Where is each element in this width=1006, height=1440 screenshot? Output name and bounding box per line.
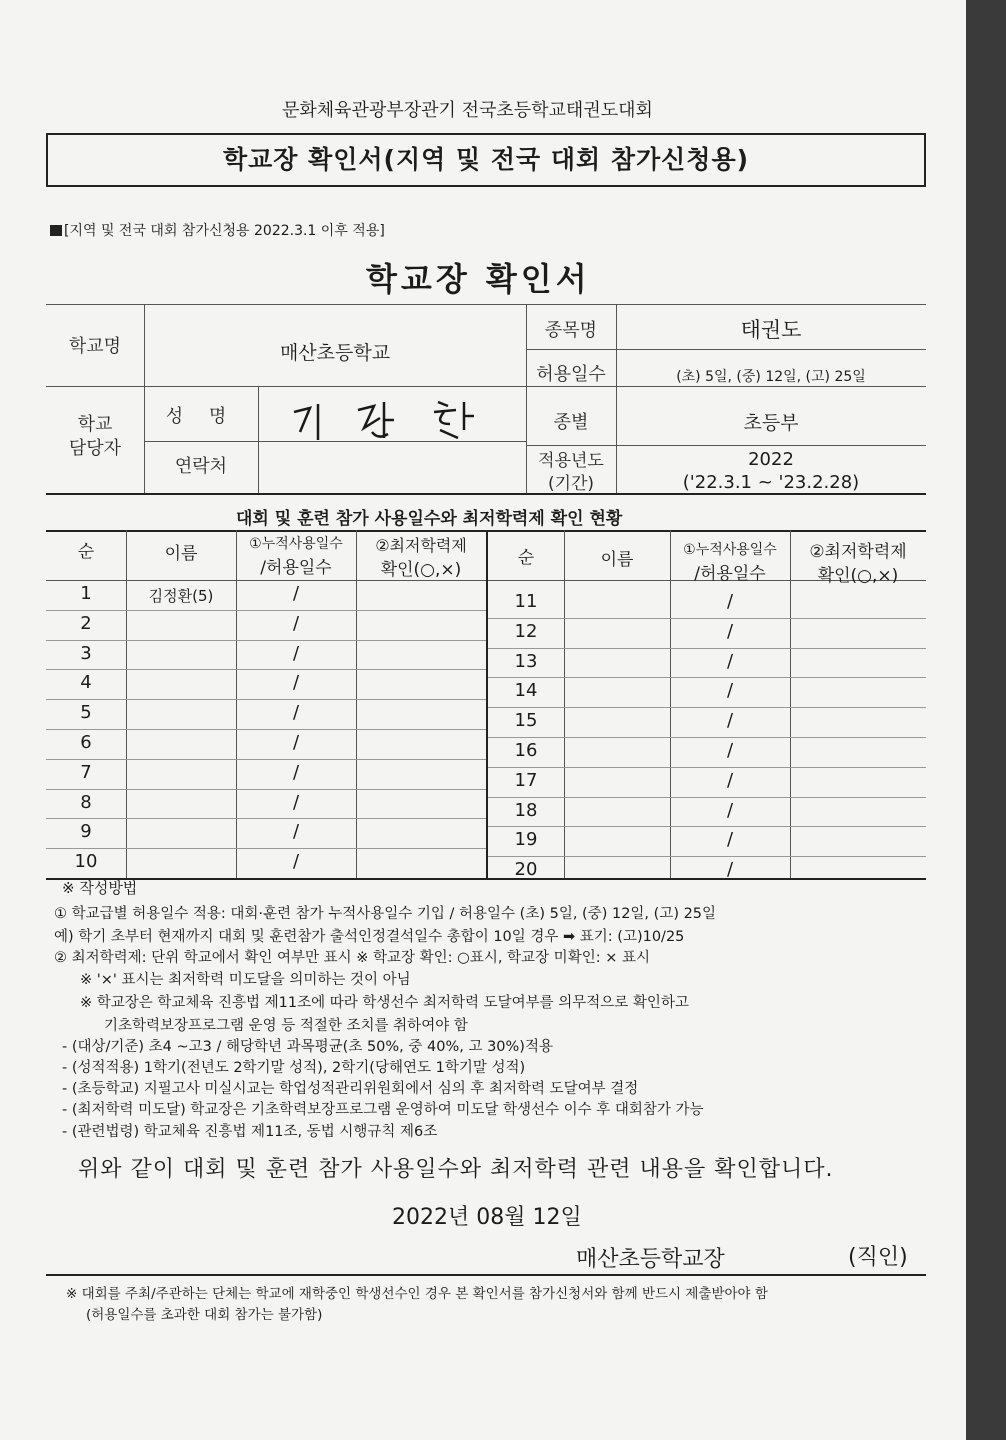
year-value: 2022	[748, 449, 794, 470]
officer-label-2: 담당자	[68, 438, 122, 459]
allowed-days-label: 허용일수	[536, 364, 606, 385]
handwritten-signature	[288, 398, 478, 442]
row-no: 16	[514, 740, 538, 761]
row-days: /	[726, 769, 734, 791]
row-days: /	[726, 710, 734, 732]
row-no: 15	[514, 710, 538, 732]
division-value: 초등부	[743, 412, 799, 434]
name-label: 성 명	[165, 406, 237, 427]
year-label-1: 적용년도	[538, 451, 604, 471]
method-line: - (대상/기준) 초4 ~고3 / 해당학년 과목평균(초 50%, 중 40%, 고 30%)적용	[62, 1039, 553, 1055]
document-title: 학교장 확인서	[366, 260, 591, 298]
row-days: /	[726, 680, 734, 702]
method-line: ① 학교급별 허용일수 적용: 대회·훈련 참가 누적사용일수 기입 / 허용일수 (초) 5일, (중) 12일, (고) 25일	[54, 906, 717, 922]
col-grade-header-right-2: 확인(○,×)	[817, 566, 899, 586]
applicability-note	[50, 220, 385, 240]
row-no: 11	[514, 591, 538, 612]
col-days-header-right-1: ①누적사용일수	[683, 542, 777, 558]
row-days: /	[726, 740, 734, 761]
row-days: /	[726, 620, 734, 642]
event-label: 종목명	[544, 320, 598, 341]
allowed-days-value: (초) 5일, (중) 12일, (고) 25일	[676, 369, 866, 385]
row-no: 1	[80, 583, 92, 604]
row-days: /	[292, 612, 300, 634]
row-no: 7	[80, 761, 92, 783]
col-grade-header-2: 확인(○,×)	[380, 560, 462, 580]
row-days: /	[292, 583, 300, 604]
method-line: 기초학력보장프로그램 운영 등 적절한 조치를 취하여야 함	[104, 1018, 468, 1034]
principal-title: 매산초등학교장	[576, 1247, 725, 1272]
row-no: 10	[74, 851, 98, 873]
row-no: 12	[514, 620, 538, 642]
col-name-header: 이름	[164, 544, 198, 564]
row-no: 8	[80, 791, 92, 813]
row-days: /	[726, 799, 734, 821]
row-days: /	[292, 672, 300, 694]
row-no: 17	[514, 769, 538, 791]
square-bullet-icon	[50, 225, 62, 236]
year-label-2: (기간)	[547, 474, 595, 494]
row-days: /	[292, 761, 300, 783]
row-days: /	[726, 591, 734, 612]
division-label: 종별	[553, 412, 589, 433]
year-period: ('22.3.1 ~ '23.2.28)	[682, 472, 860, 493]
row-name: 김정환(5)	[148, 587, 214, 605]
method-line: ※ 학교장은 학교체육 진흥법 제11조에 따라 학생선수 최저학력 도달여부를 의무적으로 확인하고	[80, 995, 689, 1011]
row-no: 14	[514, 680, 538, 702]
method-line: - (초등학교) 지필고사 미실시교는 학업성적관리위원회에서 심의 후 최저학력 도달여부 결정	[62, 1081, 639, 1097]
method-line: ※ '×' 표시는 최저학력 미도달을 의미하는 것이 아님	[80, 972, 411, 988]
row-no: 13	[514, 650, 538, 672]
col-days-header-1: ①누적사용일수	[249, 536, 343, 552]
school-label: 학교명	[68, 336, 122, 357]
col-grade-header-right-1: ②최저학력제	[809, 542, 907, 562]
row-no: 3	[80, 642, 92, 664]
contact-label: 연락처	[174, 456, 228, 477]
method-line: ② 최저학력제: 단위 학교에서 확인 여부만 표시 ※ 학교장 확인: ○표시, 학교장 미확인: × 표시	[54, 950, 650, 966]
row-days: /	[292, 821, 300, 843]
row-days: /	[726, 859, 734, 881]
confirmation-statement: 위와 같이 대회 및 훈련 참가 사용일수와 최저학력 관련 내용을 확인합니다.	[78, 1157, 834, 1182]
row-no: 20	[514, 859, 538, 881]
row-days: /	[292, 732, 300, 753]
officer-label-1: 학교	[77, 414, 113, 435]
row-days: /	[292, 791, 300, 813]
col-no-header-right: 순	[517, 548, 535, 568]
row-no: 9	[80, 821, 92, 843]
competition-name: 문화체육관광부장관기 전국초등학교태권도대회	[282, 100, 653, 121]
row-no: 6	[80, 732, 92, 753]
col-grade-header-1: ②최저학력제	[375, 536, 467, 555]
footer-note-2: (허용일수를 초과한 대회 참가는 불가함)	[86, 1307, 323, 1323]
form-title-box: 학교장 확인서(지역 및 전국 대회 참가신청용)	[46, 133, 926, 187]
row-no: 5	[80, 702, 92, 724]
method-heading: ※ 작성방법	[62, 879, 138, 897]
col-days-header-2: /허용일수	[260, 558, 332, 578]
method-line: - (관련법령) 학교체육 진흥법 제11조, 동법 시행규칙 제6조	[62, 1124, 438, 1140]
row-days: /	[726, 650, 734, 672]
event-value: 태권도	[740, 318, 802, 342]
col-days-header-right-2: /허용일수	[694, 564, 766, 584]
row-no: 19	[514, 829, 538, 851]
official-seal: (직인)	[848, 1245, 908, 1270]
issue-date: 2022년 08월 12일	[392, 1205, 582, 1230]
school-value: 매산초등학교	[279, 342, 391, 364]
method-line: 예) 학기 초부터 현재까지 대회 및 훈련참가 출석인정결석일수 총합이 10일 경우 ➡ 표기: (고)10/25	[54, 929, 685, 945]
row-days: /	[726, 829, 734, 851]
col-name-header-right: 이름	[600, 550, 634, 570]
row-no: 4	[80, 672, 92, 694]
row-days: /	[292, 702, 300, 724]
footer-note-1: ※ 대회를 주최/주관하는 단체는 학교에 재학중인 학생선수인 경우 본 확인서를 참가신청서와 함께 반드시 제출받아야 함	[66, 1286, 768, 1302]
row-days: /	[292, 642, 300, 664]
row-no: 18	[514, 799, 538, 821]
method-line: - (최저학력 미도달) 학교장은 기초학력보장프로그램 운영하여 미도달 학생선수 이수 후 대회참가 가능	[62, 1102, 704, 1118]
col-no-header: 순	[77, 542, 95, 562]
status-table-title: 대회 및 훈련 참가 사용일수와 최저학력제 확인 현황	[236, 509, 623, 529]
row-no: 2	[80, 612, 92, 634]
row-days: /	[292, 851, 300, 873]
method-line: - (성적적용) 1학기(전년도 2학기말 성적), 2학기(당해연도 1학기말 성적)	[62, 1060, 526, 1076]
applicability-note-text: [지역 및 전국 대회 참가신청용 2022.3.1 이후 적용]	[64, 223, 385, 239]
